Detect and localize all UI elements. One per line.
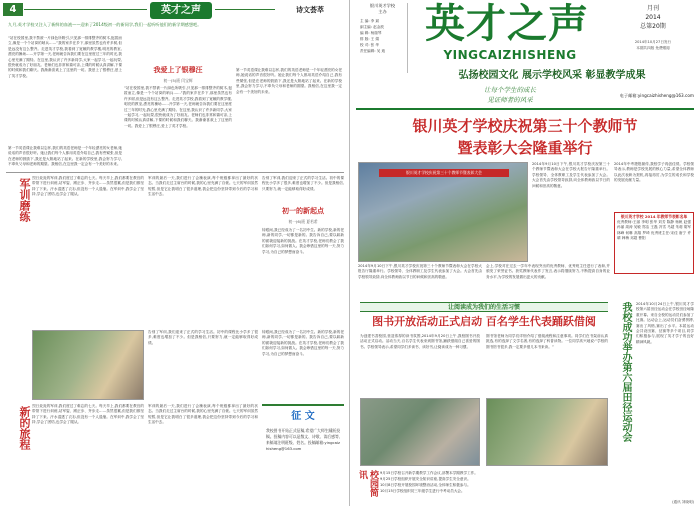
lead-col-1-bottom: 2014年9月10日下午,银川英才学校庆祝第三十个教师节暨表彰大会在学校大报告厅隆重举行。学校领导、全体教职工及学生代表参加了大会。大会首先由学校领导致辞,向全体教师致以节日的问候和崇高的敬意。 (358, 264, 482, 279)
news-brief-item: 10月8日学校开展校园环境整治活动,全体师生积极参与。 (380, 483, 471, 487)
masthead-sidebar (358, 3, 408, 73)
article1-title: 我爱上了银穆汪 (153, 65, 203, 74)
masthead-slogan: 弘扬校园文化 展示学校风采 彰显教学成果 (458, 70, 646, 81)
award-title: 银川英才学校 2014 年教师节表彰名单 (620, 214, 688, 219)
article3-body-top: 告别了军训,我们迎来了正式的学习生活。初中的课程比小学多了很多,难度也增加了不少。但是我相信,只要努力,就一定能够取得好成绩。 (262, 176, 344, 191)
news-brief-item: 9月15日学校召开新学期教学工作会议,部署本学期教学工作。 (380, 471, 478, 475)
article2-body-a: 烈日炎炎的军训,我们度过了难忘的七天。每天早上,我们都要在教官的带领下进行训练,站军姿、踢正步、齐步走……虽然很累,但是我们都坚持了下来。汗水湿透了衣衫,但没有一个人退缩。在军训中,我学会了坚持,学会了团结,也学会了服从。 (32, 176, 144, 197)
article1-body-left-bottom: 第一节英语课让我难以忘怀,我们的英语老师是一个年轻漂亮的女老师,她说话的声音很好听。她让我们每个人都用英语介绍自己,我有些紧张,但是在老师的鼓励下,我还是大胆地站了起来。在新的学校里,我会努力学习,不辜负父母和老师的期望。我相信,在这里我一定会有一个美好的未来。 (8, 146, 122, 167)
article2-body-c: 告别了军训,我们迎来了正式的学习生活。初中的课程比小学多了很多,难度也增加了不少。但是我相信,只要努力,就一定能够取得好成绩。 (148, 330, 258, 345)
masthead-year: 2014 (645, 14, 661, 21)
lead-col-2: 会上,学校对在过去一学年中表现突出的优秀教师、优秀班主任进行了表彰,并颁发了荣誉证书。获奖教师代表作了发言,表示将继续努力,不断提高自身的业务水平,为学校的发展做出更大的贡献。 (486, 264, 610, 279)
headline-line-1: 银川英才学校庆祝第三十个教师节 (412, 117, 638, 135)
masthead-staff-item: 编 辑: 杨瑞琴 (360, 31, 382, 35)
reading-col-2: 图书馆老师为同学们详细介绍了借阅流程和注意事项。同学们在书架前认真挑选,有的选择了文学名著,有的选择了科普读物。一位同学高兴地说:“学校的图书馆书很多,我一定要多借几本书来读。” (486, 334, 608, 349)
header-banner: 英才之声 (150, 2, 212, 19)
news-brief-item: 9月25日学校组织开展安全知识讲座,提高学生安全意识。 (380, 477, 471, 481)
sports-meet-body: 2014年10月24日上午,银川英才学校第六届田径运动会在学校田径场隆重开幕。来自全校的运动员们参加了比赛。运动会上,运动员们奋勇拼搏,赛出了风格,赛出了水平。本届运动会共设田赛、径赛等多个项目,同学们积极参与,展现了英才学子的良好精神风貌。 (636, 302, 694, 344)
masthead-staff-list (358, 18, 407, 54)
masthead-title: 英才之声 (425, 0, 589, 47)
masthead-staff-item: 副主编: 赵金波 (360, 25, 384, 29)
masthead-rule (356, 108, 694, 110)
photo-banner: 银川英才学校庆祝第三十个教师节暨表彰大会 (379, 169, 509, 177)
divider-1 (6, 172, 344, 173)
teachers-day-photo (358, 162, 528, 262)
masthead-date: 2014年10月27日发行 (634, 40, 672, 44)
masthead-sub-slogan-1: 让每个学生的成长 (484, 86, 536, 94)
military-training-photo (32, 330, 144, 400)
masthead-staff-item: 排 版: 王 娟 (360, 37, 380, 41)
notice-title: 征 文 (291, 411, 315, 422)
masthead-staff-item: 校 对: 张 华 (360, 43, 380, 47)
article2-body-d: 烈日炎炎的军训,我们度过了难忘的七天。每天早上,我们都要在教官的带领下进行训练,站军姿、踢正步、齐步走……虽然很累,但是我们都坚持了下来。汗水湿透了衣衫,但没有一个人退缩。在军训中,我学会了坚持,学会了团结,也学会了服从。 (32, 404, 144, 425)
page-number-box: 4 (3, 3, 23, 16)
headline-reading: 图书开放活动正式启动 百名学生代表踊跃借阅 (372, 315, 596, 328)
masthead-staff-item: 主 编: 李 斌 (360, 19, 380, 23)
article2-body-e: 军训的最后一天,我们进行了会操表演,每个班级都拿出了最好的状态。当我们走过主席台的时候,我的心里充满了自豪。七天的军训虽然短暂,但是它让我明白了很多道理,我会把这份坚持带到今后的学习和生活中去。 (148, 404, 258, 425)
masthead-issue-box (612, 4, 694, 64)
article3-body-continued: 转眼间,我已经成为了一名初中生。新的学校,新的老师,新的同学,一切都是新的。我告诉自己,要以崭新的面貌迎接新的挑战。在英才学校,老师们教会了我们如何学习,如何做人。我会珍惜这里的每一天,努力学习,为自己的梦想而奋斗。 (262, 330, 344, 356)
masthead-pages: 本期共四版 免费赠阅 (636, 46, 670, 50)
masthead-sub-slogan-2: 见证师者的风采 (487, 96, 533, 104)
reading-photo-2 (486, 398, 608, 466)
article3-box (262, 176, 344, 326)
notice-body: 我校图书开始正式征稿,希望广大师生踊跃投稿。投稿内容可以是散文、诗歌、读后感等,来稿请注明班级、姓名。投稿邮箱:yingcaizhisheng@163.com (266, 428, 340, 451)
article1-byline: 初一(5)班 闫宝辉 (163, 78, 193, 83)
masthead-pinyin: YINGCAIZHISHENG (443, 48, 577, 62)
header-rule-right (215, 9, 275, 10)
article3-byline: 初一(6)班 夏若希 (288, 219, 318, 224)
reading-photo-1 (360, 398, 480, 466)
news-briefs-tag: 校园简讯 (357, 470, 378, 497)
masthead-staff-item: 责任编辑: 吴 迪 (360, 49, 386, 53)
article1-body-middle: “站在校园里,我不禁被一片绿色所吸引,只见那一排排整齐的树木,挺拔而立,像是一个个站岗的哨兵……”我的家乡在乡下,那里虽然也有许多树,但是远没有这么整齐。走进英才学校,我看到了宽敞的教学楼,明亮的教室,漂亮的操场……开学第一天,老师就告诉我们要在这里度过三年的时光,我心里充满了期待。在这里,我认识了许多新同学,大家一起学习,一起玩耍,很快就成为了好朋友。老师们也非常和蔼可亲,上课的时候认真讲解,下课的时候和我们聊天。我渐渐喜欢上了这里的一切。我爱上了银穆汪,爱上了英才学校。 (124, 86, 232, 128)
masthead-type: 月刊 (646, 5, 659, 12)
headline-line-2: 暨表彰大会隆重举行 (457, 139, 593, 157)
article2-body-b: 军训的最后一天,我们进行了会操表演,每个班级都拿出了最好的状态。当我们走过主席台的时候,我的心里充满了自豪。七天的军训虽然短暂,但是它让我明白了很多道理,我会把这份坚持带到今后的学习和生活中去。 (148, 176, 258, 197)
lead-col-3: 2014年中考捷报频传,我校学子再创佳绩。学校领导表示,教师是学校发展的核心力量,希望全体教师以此次表彰为契机,再接再厉,为学生的成长和学校的发展贡献力量。 (614, 162, 694, 183)
article3-title: 初一的新起点 (282, 206, 324, 215)
article3-body: 转眼间,我已经成为了一名初中生。新的学校,新的老师,新的同学,一切都是新的。我告诉自己,要以崭新的面貌迎接新的挑战。在英才学校,老师们教会了我们如何学习,如何做人。我会珍惜这里的每一天,努力学习,为自己的梦想而奋斗。 (262, 228, 344, 254)
intro-text: 九月,英才学校又注入了新鲜的血液——迎来了2014级初一的新同学,我们一起听听他们的新学期感想吧。 (8, 22, 202, 27)
masthead-sponsor: 主办 (378, 9, 387, 14)
masthead-issue: 总第20期 (640, 23, 666, 30)
lead-col-1-top: 2014年9月10日下午,银川英才学校庆祝第三十个教师节暨表彰大会在学校大报告厅隆重举行。学校领导、全体教职工及学生代表参加了大会。大会首先由学校领导致辞,向全体教师致以节日的问候和崇高的敬意。 (532, 162, 610, 188)
article1-body-left-top: “站在校园里,我不禁被一片绿色所吸引,只见那一排排整齐的树木,挺拔而立,像是一个个站岗的哨兵……”我的家乡在乡下,那里虽然也有许多树,但是远没有这么整齐。走进英才学校,我看到了宽敞的教学楼,明亮的教室,漂亮的操场……开学第一天,老师就告诉我们要在这里度过三年的时光,我心里充满了期待。在这里,我认识了许多新同学,大家一起学习,一起玩耍,很快就成为了好朋友。老师们也非常和蔼可亲,上课的时候认真讲解,下课的时候和我们聊天。我渐渐喜欢上了这里的一切。我爱上了银穆汪,爱上了英才学校。 (8, 36, 122, 78)
notice-box (262, 404, 344, 500)
section-name: 诗文荟萃 (296, 6, 324, 14)
reading-col-1: 为创建书香校园,营造浓厚的读书氛围,2014年9月20日上午,我校图书开放活动正式启动。活动当天,百名学生代表来到图书馆,踊跃借阅自己喜爱的图书。学校领导表示,希望同学们多读书、读好书,让阅读成为一种习惯。 (360, 334, 480, 349)
news-brief-item: 10月15日学校组织初三年级学生进行中考动员大会。 (380, 489, 465, 493)
header-rule (24, 9, 147, 10)
masthead-email: 电子邮箱:yingcaizhisheng@163.com (619, 93, 694, 98)
award-box (614, 212, 694, 274)
news-briefs-list (380, 470, 694, 500)
news-credit: (通讯 刘晓明) (672, 500, 694, 504)
right-page (350, 0, 700, 506)
award-body: 优秀教师:王丽 李明 张华 刘芳 陈静 杨帆 赵强 孙丽 周涛 吴敏 郑洁 王磊 冯雪 马超 朱莉 胡军 林峰 何琳 高翔 罗琦 优秀班主任:宋佳 唐宁 许晴 韩梅 邓超 曹阳 (617, 220, 691, 241)
reading-banner: 让阅读成为我们的生活习惯 (360, 302, 608, 312)
masthead-school-name: 银川英才学校 (369, 3, 396, 8)
side-tag-military-training: 军训磨练 (18, 178, 31, 222)
side-tag-new-journey: 新的旅程 (18, 406, 31, 450)
sports-meet-vertical-banner: 我校成功举办第六届田径运动会 (620, 302, 631, 442)
article1-body-right: 第一节英语课让我难以忘怀,我们的英语老师是一个年轻漂亮的女老师,她说话的声音很好听。她让我们每个人都用英语介绍自己,我有些紧张,但是在老师的鼓励下,我还是大胆地站了起来。在新的学校里,我会努力学习,不辜负父母和老师的期望。我相信,在这里我一定会有一个美好的未来。 (236, 68, 342, 94)
